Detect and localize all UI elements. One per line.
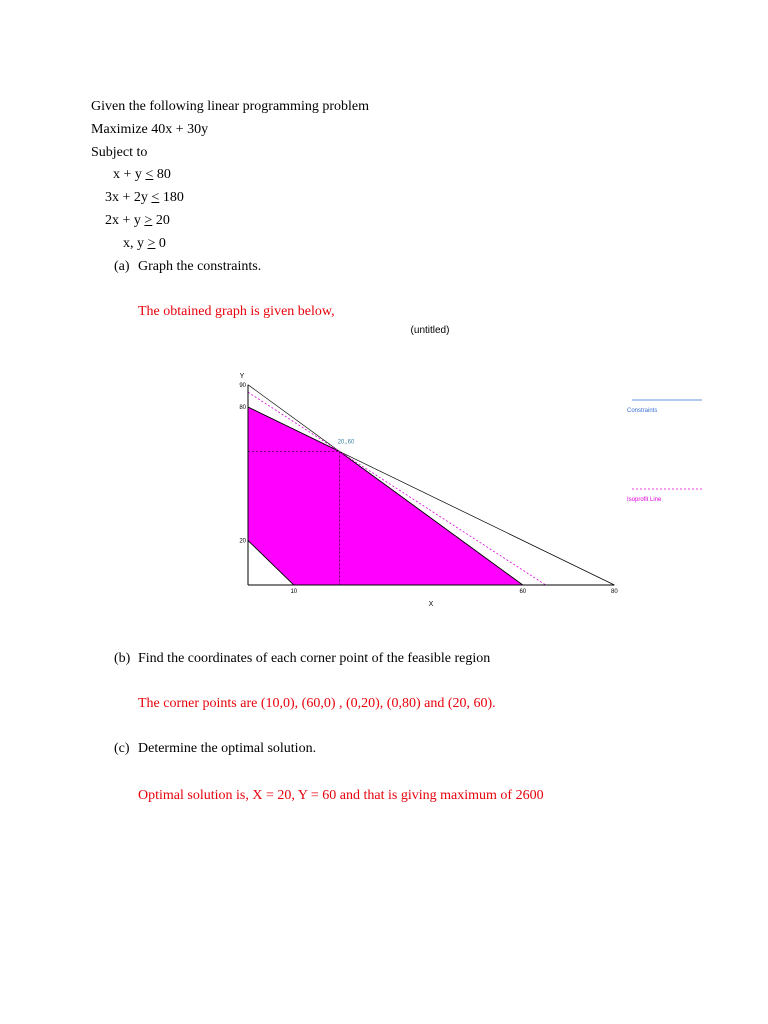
part-a-question: Graph the constraints. [138, 259, 262, 274]
feasible-region [248, 407, 523, 585]
constraint-4: x, y > 0 [123, 236, 166, 251]
part-a-answer: The obtained graph is given below, [138, 304, 335, 319]
optimal-point-label: 20,,60 [337, 439, 355, 446]
part-c-question: Determine the optimal solution. [138, 741, 317, 756]
y-tick-label: 80 [239, 405, 246, 411]
part-b-answer: The corner points are (10,0), (60,0) , (0,20), (0,80) and (20, 60). [138, 696, 496, 711]
constraint-1: x + y < 80 [113, 167, 171, 182]
x-tick-label: 60 [519, 589, 527, 595]
x-tick-label: 80 [611, 589, 618, 595]
subject-to-label: Subject to [91, 145, 148, 160]
part-c-answer: Optimal solution is, X = 20, Y = 60 and that is giving maximum of 2600 [138, 788, 544, 803]
y-tick-label: 20 [239, 538, 246, 545]
x-axis-label: X [428, 601, 434, 608]
part-b-question: Find the coordinates of each corner point of the feasible region [138, 651, 491, 666]
y-tick-label: 90 [239, 382, 246, 389]
y-axis-label: Y [239, 373, 245, 380]
problem-intro: Given the following linear programming problem [91, 99, 369, 114]
part-a-marker: (a) [114, 259, 130, 274]
objective-function: Maximize 40x + 30y [91, 122, 209, 137]
constraint-3: 2x + y > 20 [105, 213, 170, 228]
constraint-2: 3x + 2y < 180 [105, 190, 184, 205]
chart-title: (untitled) [410, 325, 450, 336]
part-c-marker: (c) [114, 741, 130, 756]
legend-isoprofit-label: Isoprofit Line [627, 497, 662, 503]
legend-constraints-label: Constraints [627, 408, 658, 414]
part-b-marker: (b) [114, 651, 131, 666]
x-tick-label: 10 [290, 589, 298, 595]
